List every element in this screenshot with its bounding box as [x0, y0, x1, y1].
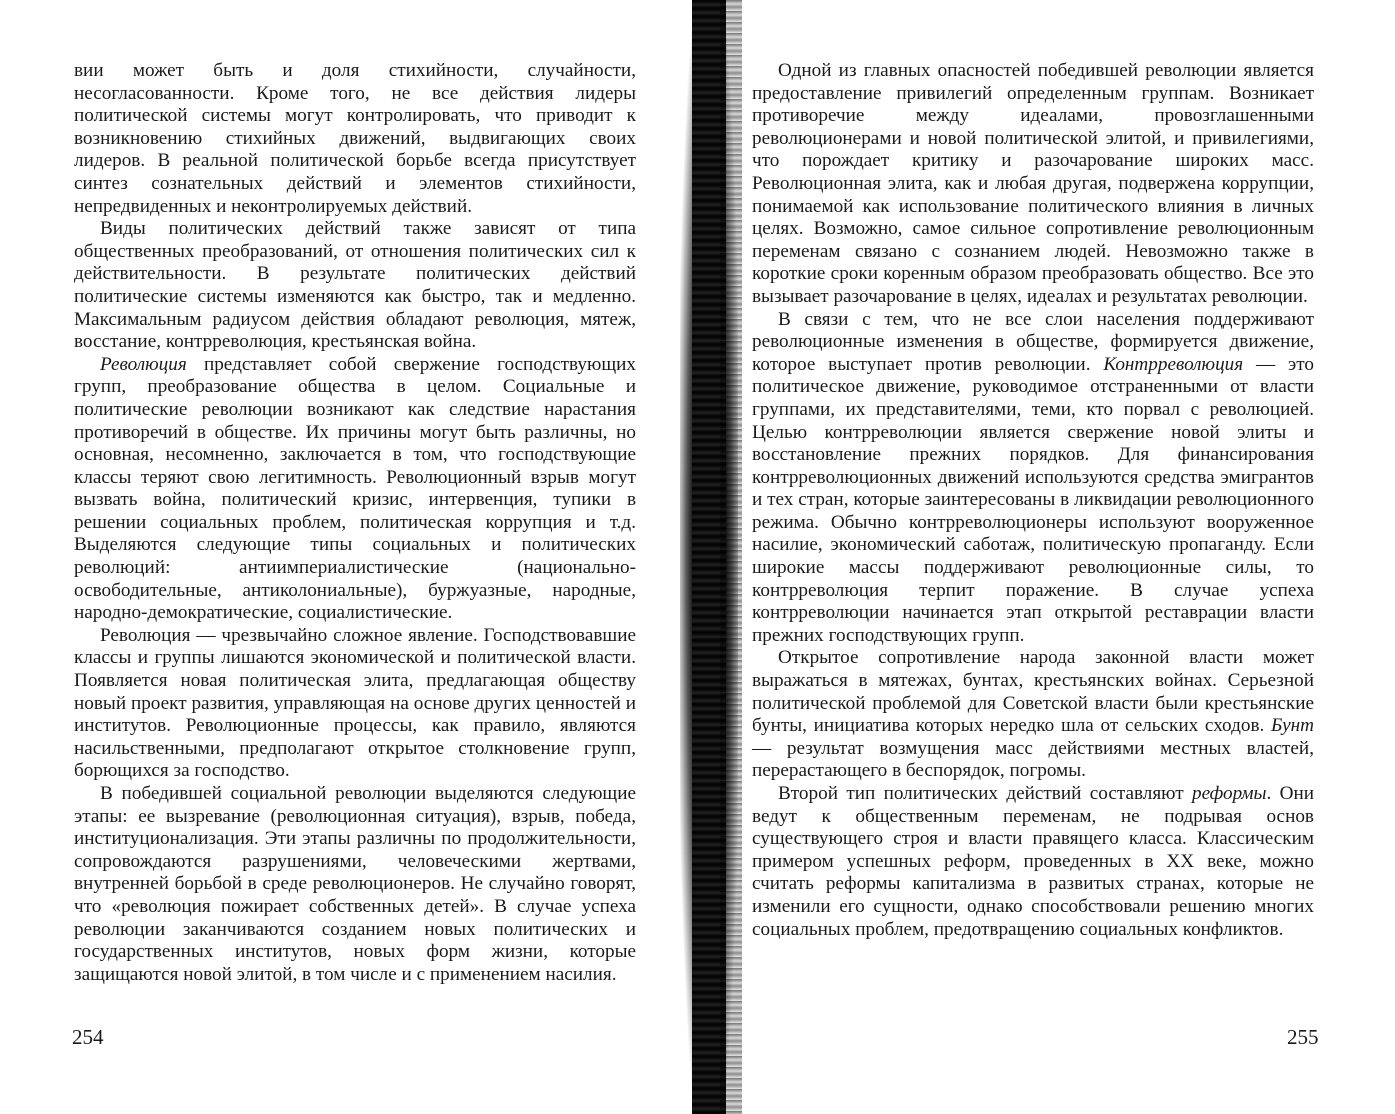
paragraph-text: В связи с тем, что не все слои населения поддерживают революционные изменения в обществе, формируется движение, которое выступает против революции.	[752, 308, 1314, 375]
right-page	[752, 60, 1314, 941]
paragraph-text: — это политическое движение, руководимое отстраненными от власти группами, их представителями, теми, кто порвал с революцией. Целью контрреволюции является свержение новой элиты и восстановление прежних порядков. Для финансирования контрреволюционных движений используются средства эмигрантов и тех стран, которые заинтересованы в ликвидации революционного режима. Обычно контрреволюционеры используют вооруженное насилие, экономический саботаж, политическую пропаганду. Если широкие массы поддерживают революционные силы, то контрреволюция терпит поражение. В случае успеха контрреволюции начинается этап открытой реставрации власти прежних господствующих групп.	[752, 353, 1314, 646]
book-gutter-shadow	[680, 0, 738, 1114]
term-riot: Бунт	[1271, 715, 1314, 737]
paragraph: вии может быть и доля стихийности, случайности, несогласованности. Кроме того, не все действия лидеры политической системы могут контролировать, что приводит к возникновению стихийных движений, выдвигающих своих лидеров. В реальной политической борьбе всегда присутствует синтез сознательных действий и элементов стихийности, непредвиденных и неконтролируемых действий.	[74, 60, 636, 217]
page-number-left: 254	[72, 1025, 104, 1049]
paragraph-text: . Они ведут к общественным переменам, не подрывая основ существующего строя и власти правящего класса. Классическим примером успешных реформ, проведенных в XX веке, можно считать реформы капитализма в развитых странах, которые не изменили его сущности, однако способствовали решению многих социальных проблем, предотвращению социальных конфликтов.	[752, 783, 1314, 940]
paragraph-text: Открытое сопротивление народа законной власти может выражаться в мятежах, бунтах, крестьянских войнах. Серьезной политической проблемой для Советской власти были крестьянские бунты, инициатива которых нередко шла от сельских сходов.	[752, 647, 1314, 737]
paragraph: В победившей социальной революции выделяются следующие этапы: ее вызревание (революционная ситуация), взрыв, победа, институционализация. Эти этапы различны по продолжительности, сопровождаются разрушениями, человеческими жертвами, внутренней борьбой в среде революционеров. Не случайно говорят, что «революция пожирает собственных детей». В случае успеха революции заканчиваются созданием новых политических и государственных институтов, новых форм жизни, которые защищаются новой элитой, в том числе и с применением насилия.	[74, 783, 636, 985]
paragraph: Революция — чрезвычайно сложное явление. Господствовавшие классы и группы лишаются экономической и политической власти. Появляется новая политическая элита, предлагающая обществу новый проект развития, управляющая на основе других ценностей и институтов. Революционные процессы, как правило, являются насильственными, предполагают открытое столкновение групп, борющихся за господство.	[74, 624, 636, 782]
paragraph	[752, 783, 1314, 941]
page-number-right: 255	[1287, 1025, 1319, 1049]
term-reforms: реформы	[1191, 783, 1267, 804]
paragraph-text: — результат возмущения масс действиями местных властей, перерастающего в беспорядок, погромы.	[752, 737, 1314, 782]
paragraph-text: Второй тип политических действий составляют	[778, 783, 1192, 804]
paragraph	[752, 647, 1314, 783]
paragraph: Одной из главных опасностей победившей революции является предоставление привилегий определенным группам. Возникает противоречие между идеалами, провозглашенными революционерами и новой политической элитой, и привилегиями, что порождает критику и разочарование широких масс. Революционная элита, как и любая другая, подвержена коррупции, понимаемой как использование политического влияния в личных целях. Возможно, самое сильное сопротивление революционным переменам связано с сознанием людей. Невозможно также в короткие сроки коренным образом преобразовать общество. Все это вызывает разочарование в целях, идеалах и результатах революции.	[752, 60, 1314, 307]
paragraph: Виды политических действий также зависят от типа общественных преобразований, от отношения политических сил к действительности. В результате политических действий политические системы изменяются как быстро, так и медленно. Максимальным радиусом действия обладают революция, мятеж, восстание, контрреволюция, крестьянская война.	[74, 218, 636, 353]
paragraph-text: представляет собой свержение господствующих групп, преобразование общества в целом. Социальные и политические революции возникают как следствие нарастания противоречий в обществе. Их причины могут быть различны, но основная, несомненно, заключается в том, что господствующие классы теряют свою легитимность. Революционный взрыв могут вызвать война, политический кризис, интервенция, тупики в решении социальных проблем, политическая коррупция и т.д. Выделяются следующие типы социальных и политических революций: антиимпериалистические (национально-освободительные, антиколониальные), буржуазные, народные, народно-демократические, социалистические.	[74, 353, 636, 624]
term-counterrevolution: Контрреволюция	[1103, 353, 1244, 375]
term-revolution: Революция	[100, 353, 187, 375]
paragraph	[74, 354, 636, 625]
left-page	[74, 60, 636, 986]
paragraph	[752, 309, 1314, 648]
